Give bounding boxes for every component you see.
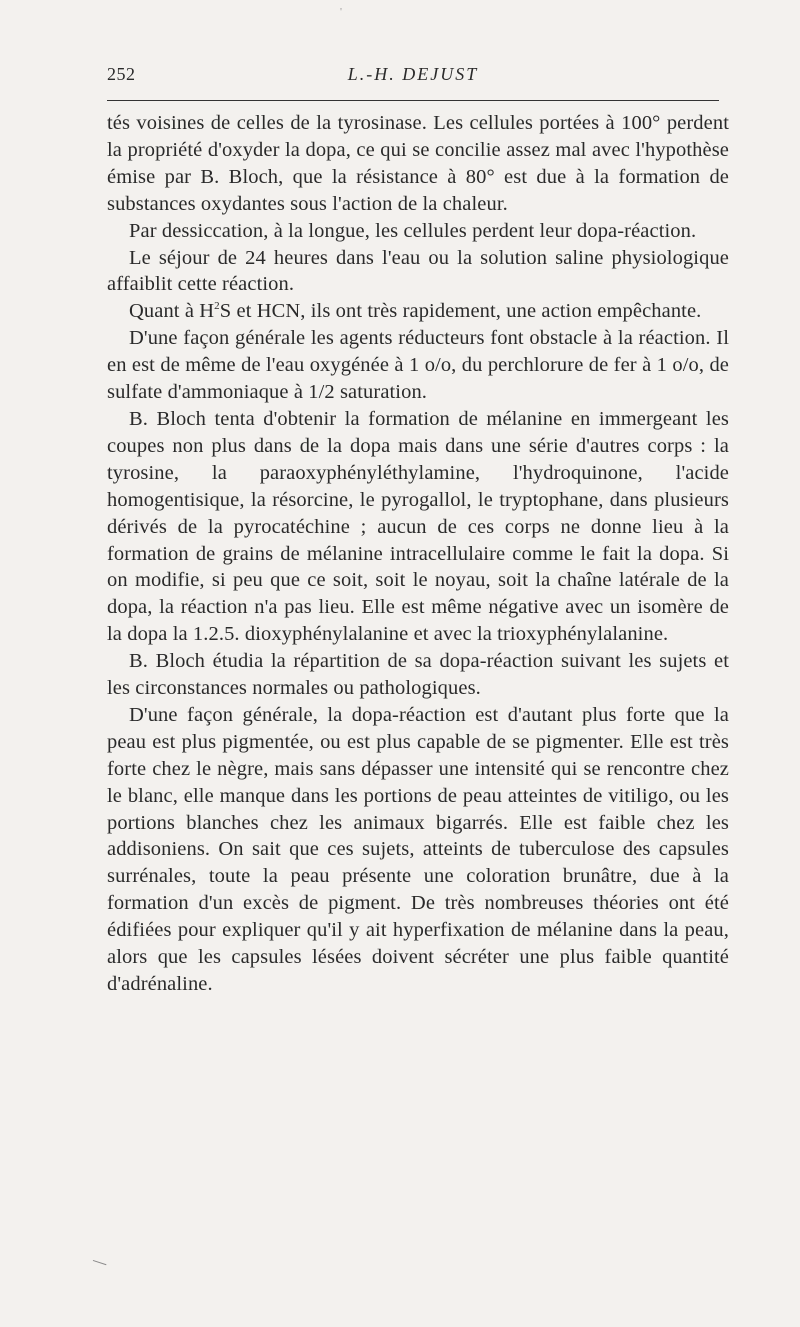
paragraph: Par dessiccation, à la longue, les cellules perdent leur dopa-réaction.: [129, 219, 697, 242]
paragraph: Le séjour de 24 heures dans l'eau ou la solution saline physiologique affaiblit cette réaction.: [107, 246, 729, 296]
paragraph: B. Bloch tenta d'obtenir la formation de mélanine en immergeant les coupes non plus dans de la dopa mais dans une série d'autres corps : la tyrosine, la paraoxyphényléthylamine, l'hydroquinone, l'acide homogentisique, la résorcine, le pyrogallol, le tryptophane, dans plusieurs dérivés de la pyrocatéchine ; aucun de ces corps ne donne lieu à la formation de grains de mélanine intracellulaire comme le fait la dopa. Si on modifie, si peu que ce soit, soit le noyau, soit la chaîne latérale de la dopa, la réaction n'a pas lieu. Elle est même négative avec un isomère de la dopa la 1.2.5. dioxyphénylalanine et avec la trioxyphénylalanine.: [107, 407, 729, 646]
stray-mark: [92, 1260, 107, 1269]
page-header: [107, 64, 719, 94]
paragraph: D'une façon générale, la dopa-réaction est d'autant plus forte que la peau est plus pigmentée, ou est plus capable de se pigmenter. Elle est très forte chez le nègre, mais sans dépasser une intensité qui se rencontre chez le blanc, elle manque dans les portions de peau atteintes de vitiligo, ou les portions blanches chez les animaux bigarrés. Elle est faible chez les addisoniens. On sait que ces sujets, atteints de tuberculose des capsules surrénales, toute la peau présente une coloration brunâtre, due à la formation d'un excès de pigment. De très nombreuses théories ont été édifiées pour expliquer qu'il y ait hyperfixation de mélanine dans la peau, alors que les capsules lésées doivent sécréter une plus faible quantité d'adrénaline.: [107, 703, 729, 995]
page-number: 252: [107, 64, 136, 84]
paragraph-text: Quant à H: [129, 300, 215, 323]
paragraph: tés voisines de celles de la tyrosinase. Les cellules portées à 100° perdent la propriété d'oxyder la dopa, ce qui se concilie assez mal avec l'hypothèse émise par B. Bloch, que la résistance à 80° est due à la formation de substances oxydantes sous l'action de la chaleur.: [107, 112, 729, 215]
superscript: 2: [214, 300, 220, 313]
header-rule: [107, 100, 719, 101]
paragraph: [107, 298, 729, 325]
body-text: [107, 110, 729, 998]
paragraph-text: S et HCN, ils ont très rapidement, une action empêchante.: [219, 300, 702, 323]
paragraph: D'une façon générale les agents réducteurs font obstacle à la réaction. Il en est de même de l'eau oxygénée à 1 o/o, du perchlorure de fer à 1 o/o, de sulfate d'ammoniaque à 1/2 saturation.: [107, 327, 729, 404]
paragraph: B. Bloch étudia la répartition de sa dopa-réaction suivant les sujets et les circonstances normales ou pathologiques.: [107, 650, 729, 700]
running-head: L.-H. DEJUST: [347, 64, 479, 84]
stray-mark: ': [340, 6, 342, 18]
